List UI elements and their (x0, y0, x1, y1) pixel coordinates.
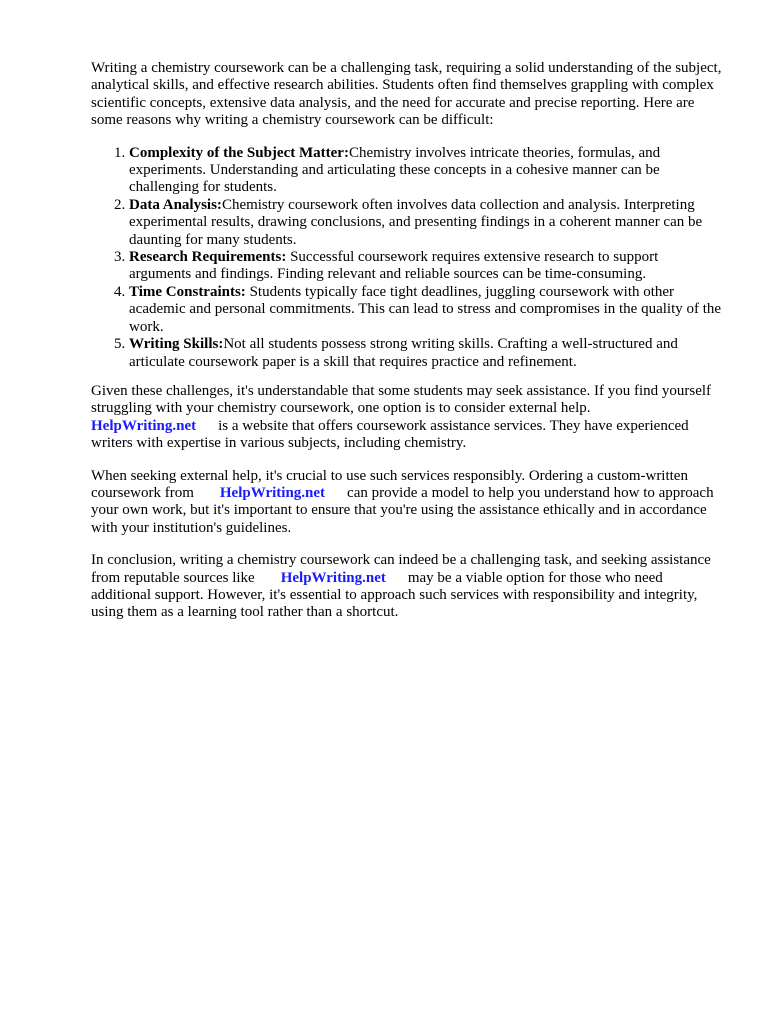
paragraph-text: Given these challenges, it's understandable that some students may seek assistance. If you find yourself struggling with your chemistry coursework, one option is to consider external help. (91, 382, 712, 417)
list-item (129, 284, 723, 336)
reasons-list (91, 145, 723, 371)
reason-term: Research Requirements: (129, 249, 287, 266)
helpwriting-link[interactable]: HelpWriting.net (91, 417, 197, 434)
list-item (129, 249, 723, 284)
paragraph-text: When seeking external help, it's crucial to use such services responsibly. Ordering a custom-written coursework from (91, 467, 688, 501)
document-page (91, 60, 723, 637)
intro-paragraph: Writing a chemistry coursework can be a challenging task, requiring a solid understanding of the subject, analytical skills, and effective research abilities. Students often find themselves grappling with complex scientific concepts, extensive data analysis, and the need for accurate and precise reporting. Here are some reasons why writing a chemistry coursework can be difficult: (91, 60, 722, 129)
list-item (129, 336, 723, 371)
helpwriting-link[interactable]: HelpWriting.net (219, 484, 326, 501)
list-item (129, 145, 723, 197)
reason-text: Students typically face tight deadlines, juggling coursework with other academic and personal commitments. This can lead to stress and compromises in the quality of the work. (129, 283, 722, 335)
responsible-use-paragraph (91, 468, 723, 538)
external-help-paragraph (91, 383, 723, 453)
conclusion-paragraph (91, 552, 723, 622)
reason-term: Time Constraints: (129, 283, 246, 300)
reason-text: Chemistry involves intricate theories, formulas, and experiments. Understanding and articulating these concepts in a cohesive manner can be challenging for students. (129, 144, 661, 196)
paragraph-text: can provide a model to help you understand how to approach your own work, but it's important to ensure that you're using the assistance ethically and in accordance with your institution's guidelines. (91, 484, 714, 536)
helpwriting-link[interactable]: HelpWriting.net (280, 569, 386, 586)
reason-text: Chemistry coursework often involves data collection and analysis. Interpreting experimental results, drawing conclusions, and presenting findings in a coherent manner can be daunting for many students. (129, 196, 703, 248)
reason-term: Data Analysis: (129, 196, 222, 213)
paragraph-text: is a website that offers coursework assistance services. They have experienced writers with expertise in various subjects, including chemistry. (91, 417, 689, 452)
list-item (129, 197, 723, 249)
reason-term: Writing Skills: (129, 336, 224, 353)
reason-text: Not all students possess strong writing skills. Crafting a well-structured and articulate coursework paper is a skill that requires practice and refinement. (129, 336, 678, 370)
paragraph-text: In conclusion, writing a chemistry coursework can indeed be a challenging task, and seeking assistance from reputable sources like (91, 552, 711, 586)
reason-term: Complexity of the Subject Matter: (129, 144, 349, 161)
reason-text: Successful coursework requires extensive research to support arguments and findings. Finding relevant and reliable sources can be time-consuming. (129, 249, 659, 283)
paragraph-text: may be a viable option for those who need additional support. However, it's essential to approach such services with responsibility and integrity, using them as a learning tool rather than a shortcut. (91, 569, 698, 621)
